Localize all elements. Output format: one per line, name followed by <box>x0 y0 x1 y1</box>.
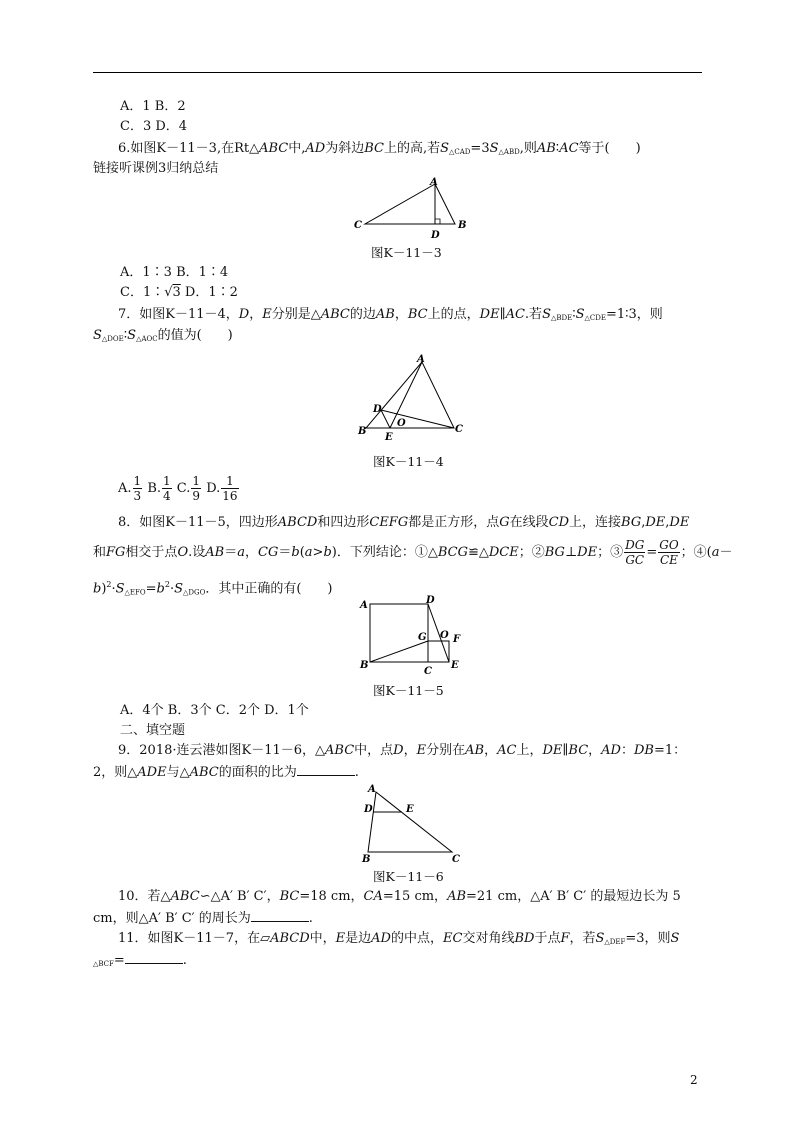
q8-options: A．4个 B．3个 C．2个 D．1个 <box>120 703 309 718</box>
fig6-label-a: A <box>368 784 376 795</box>
fig5-label-b: B <box>360 660 369 671</box>
q9-stem-line2: 2，则△ADE与△ABC的面积的比为 . <box>93 765 359 780</box>
fig4-label-d: D <box>373 404 382 415</box>
q10-stem-line2: cm，则△A′ B′ C′ 的周长为 . <box>93 911 313 926</box>
figure-caption-k-11-3: 图K－11－3 <box>371 245 442 260</box>
q6-link-note: 链接听课例3归纳总结 <box>93 161 219 176</box>
q6-options-row2: C．1∶√3 D．1∶2 <box>120 285 238 300</box>
fig3-label-a: A <box>430 177 438 188</box>
q7-stem-line2: $S_{\triangle DOE}∶S_{\triangle AOC}$的值为( ) <box>93 328 233 343</box>
figure-k-11-3 <box>350 176 480 244</box>
q7-options: A. $\frac{1}{3}$ B. $\frac{1}{4}$ C. $\frac{1}{9}$ D. $\frac{1}{16}$ <box>118 474 238 503</box>
figure-caption-k-11-4: 图K－11－4 <box>373 454 444 469</box>
page-number: 2 <box>690 1073 698 1087</box>
q6-stem: 6.如图K－11－3,在Rt△ABC中,AD为斜边BC上的高,若$S_{\triangle CAD}=3S_{\triangle ABD}$,则AB∶AC等于( ) <box>118 141 641 156</box>
q10-answer-blank[interactable] <box>251 909 309 922</box>
sqrt-sign: √ <box>164 285 173 300</box>
fig6-label-d: D <box>364 804 373 815</box>
section-heading-fill-in: 二、填空题 <box>120 723 186 738</box>
fig4-label-e: E <box>385 432 393 443</box>
fig4-label-o: O <box>397 418 406 429</box>
figure-k-11-5 <box>350 594 470 676</box>
figure-caption-k-11-5: 图K－11－5 <box>373 683 444 698</box>
fig5-label-o: O <box>440 630 449 641</box>
q7-stem-line1: 7．如图K－11－4，D，E分别是△ABC的边AB，BC上的点，DE∥AC.若$S_{\triangle BDE}∶S_{\triangle CDE}=1∶3$，则 <box>118 307 663 322</box>
fig5-label-a: A <box>360 600 368 611</box>
header-rule <box>93 72 702 73</box>
q8-stem-line3: $b)^2\cdot S_{\triangle EFO}=b^2\cdot S_{\triangle DGO}$．其中正确的有( ) <box>93 580 333 597</box>
q5-options-row2: C．3 D．4 <box>120 119 188 134</box>
q8-stem-line1: 8．如图K－11－5，四边形ABCD和四边形CEFG都是正方形，点G在线段CD上，连接BG,DE,DE <box>118 515 690 530</box>
fig4-label-c: C <box>455 424 463 435</box>
q9-answer-blank[interactable] <box>297 763 355 776</box>
fig5-label-c: C <box>424 666 432 676</box>
fig5-label-f: F <box>453 634 461 645</box>
fig3-label-b: B <box>458 220 467 231</box>
fig5-label-g: G <box>418 632 427 643</box>
q11-stem-line2: $_{\triangle BCF}$= . <box>93 953 187 968</box>
fig6-label-b: B <box>362 854 371 864</box>
fig6-label-c: C <box>452 854 460 864</box>
figure-k-11-6 <box>354 782 466 864</box>
fig4-label-b: B <box>358 426 367 437</box>
q11-answer-blank[interactable] <box>125 951 183 964</box>
fig5-label-d: D <box>426 595 435 606</box>
q8-stem-line2: 和FG相交于点O.设AB＝a，CG＝b(a>b)．下列结论：①△BCG≌△DCE；②BG⊥DE；③ $\frac{DG}{GC}$ = $\frac{GO}{CE}$ ；④(a－ <box>93 538 733 567</box>
figure-k-11-4 <box>350 348 470 444</box>
q9-stem-line1: 9．2018·连云港如图K－11－6，△ABC中，点D，E分别在AB，AC上，DE∥BC，AD：DB=1： <box>118 743 687 758</box>
fig3-label-d: D <box>431 230 440 241</box>
fig3-label-c: C <box>354 220 362 231</box>
fig5-label-e: E <box>451 660 459 671</box>
q11-stem-line1: 11．如图K－11－7，在▱ABCD中，E是边AD的中点，EC交对角线BD于点F，若$S_{\triangle DEF}=3$，则S <box>118 931 680 946</box>
fig4-label-a: A <box>417 354 425 365</box>
q6-options-row1: A．1∶3 B．1∶4 <box>120 265 229 280</box>
fig6-label-e: E <box>406 804 414 815</box>
figure-caption-k-11-6: 图K－11－6 <box>373 869 444 884</box>
q10-stem-line1: 10．若△ABC∽△A′ B′ C′，BC=18 cm，CA=15 cm，AB=21 cm，△A′ B′ C′ 的最短边长为 5 <box>118 889 681 904</box>
q5-options-row1: A．1 B．2 <box>120 99 186 114</box>
